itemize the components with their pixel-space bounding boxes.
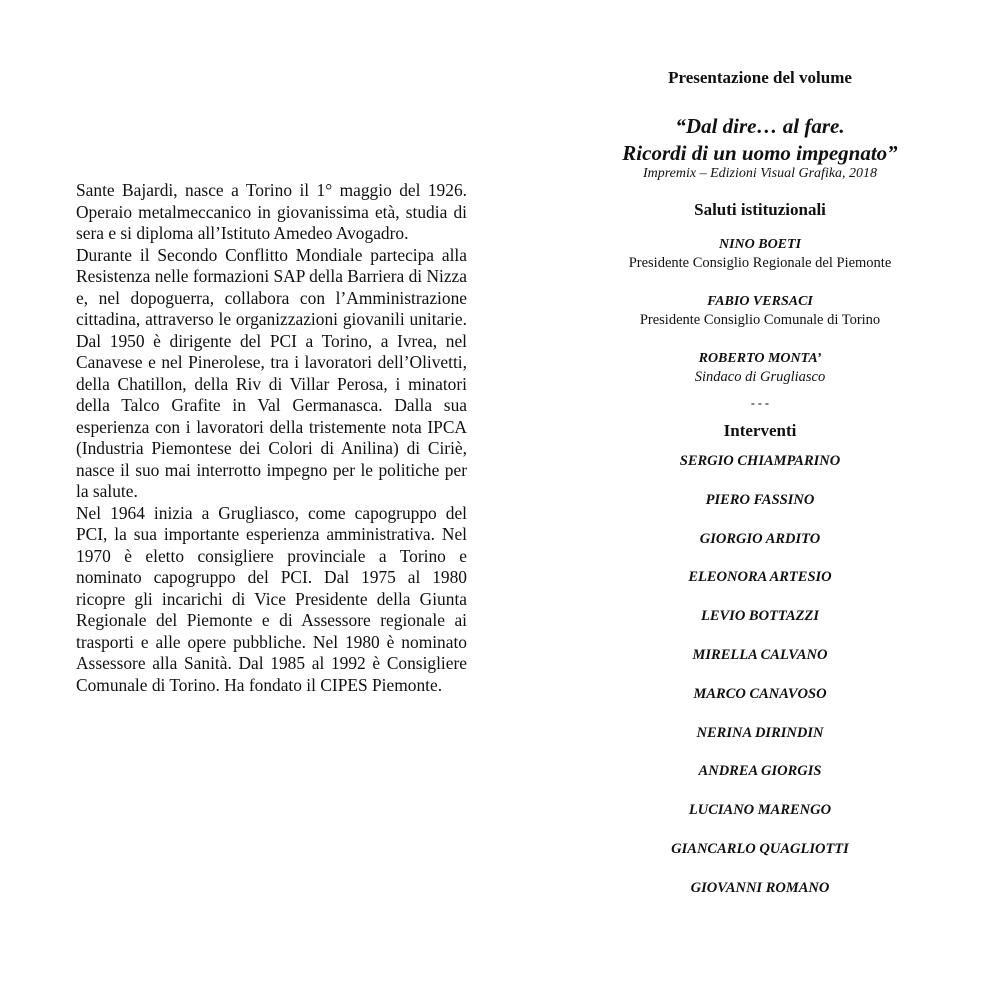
speaker-item: ELEONORA ARTESIO bbox=[688, 569, 832, 586]
speaker-item: SERGIO CHIAMPARINO bbox=[679, 453, 841, 469]
program-column bbox=[592, 66, 928, 917]
saluti-heading: Saluti istituzionali bbox=[694, 200, 826, 219]
greeting-name: FABIO VERSACI bbox=[707, 294, 813, 309]
speaker-list bbox=[592, 451, 928, 917]
presentation-heading: Presentazione del volume bbox=[668, 68, 852, 87]
biography-column bbox=[76, 180, 467, 696]
speaker-item: LUCIANO MARENGO bbox=[688, 802, 832, 819]
bio-paragraph: Sante Bajardi, nasce a Torino il 1° maggio del 1926. Operaio metalmeccanico in giovanissima età, studia di sera e si diploma all’Istituto Amedeo Avogadro. bbox=[76, 180, 467, 243]
speaker-item: MIRELLA CALVANO bbox=[692, 646, 828, 663]
publisher: Impremix – Edizioni Visual Grafika, 2018 bbox=[642, 166, 878, 181]
speaker-item: LEVIO BOTTAZZI bbox=[700, 608, 820, 625]
book-title-line: “Dal dire… al fare. bbox=[675, 114, 845, 138]
greeting-name: NINO BOETI bbox=[718, 237, 802, 252]
speaker-item: GIOVANNI ROMANO bbox=[690, 879, 830, 896]
speaker-item: GIANCARLO QUAGLIOTTI bbox=[671, 840, 849, 857]
greeting-role: Sindaco di Grugliasco bbox=[694, 369, 826, 385]
greeting-item bbox=[592, 293, 928, 329]
greeting-role: Presidente Consiglio Comunale di Torino bbox=[639, 312, 881, 328]
greeting-item bbox=[592, 236, 928, 272]
speaker-item: MARCO CANAVOSO bbox=[693, 685, 827, 702]
speaker-item: NERINA DIRINDIN bbox=[696, 724, 824, 741]
section-separator: - - - bbox=[751, 396, 769, 410]
greeting-role: Presidente Consiglio Regionale del Piemonte bbox=[628, 255, 892, 271]
interventi-heading: Interventi bbox=[723, 421, 797, 440]
greeting-item bbox=[592, 350, 928, 386]
speaker-item: PIERO FASSINO bbox=[705, 491, 815, 508]
speaker-item: GIORGIO ARDITO bbox=[699, 530, 821, 547]
book-title bbox=[592, 113, 928, 167]
bio-paragraph: Durante il Secondo Conflitto Mondiale partecipa alla Resistenza nelle formazioni SAP della Barriera di Nizza e, nel dopoguerra, collabora con l’Amministrazione cittadina, attraverso le organizzazioni giovanili unitarie. Dal 1950 è dirigente del PCI a Torino, a Ivrea, nel Canavese e nel Pinerolese, tra i lavoratori dell’Olivetti, della Chatillon, della Riv di Villar Perosa, i minatori della Talco Grafite in Val Germanasca. Dalla sua esperienza con i lavoratori della tristemente nota IPCA (Industria Piemontese dei Colori di Anilina) di Ciriè, nasce il suo mai interrotto impegno per le politiche per la salute. bbox=[76, 244, 467, 501]
speaker-item: ANDREA GIORGIS bbox=[698, 763, 822, 780]
greeting-name: ROBERTO MONTA’ bbox=[698, 351, 822, 366]
bio-paragraph: Nel 1964 inizia a Grugliasco, come capogruppo del PCI, la sua importante esperienza amministrativa. Nel 1970 è eletto consigliere provinciale a Torino e nominato capogruppo del PCI. Dal 1975 al 1980 ricopre gli incarichi di Vice Presidente della Giunta Regionale del Piemonte e di Assessore regionale ai trasporti e alle opere pubbliche. Nel 1980 è nominato Assessore alla Sanità. Dal 1985 al 1992 è Consigliere Comunale di Torino. Ha fondato il CIPES Piemonte. bbox=[76, 502, 467, 695]
book-title-line: Ricordi di un uomo impegnato” bbox=[622, 141, 898, 165]
